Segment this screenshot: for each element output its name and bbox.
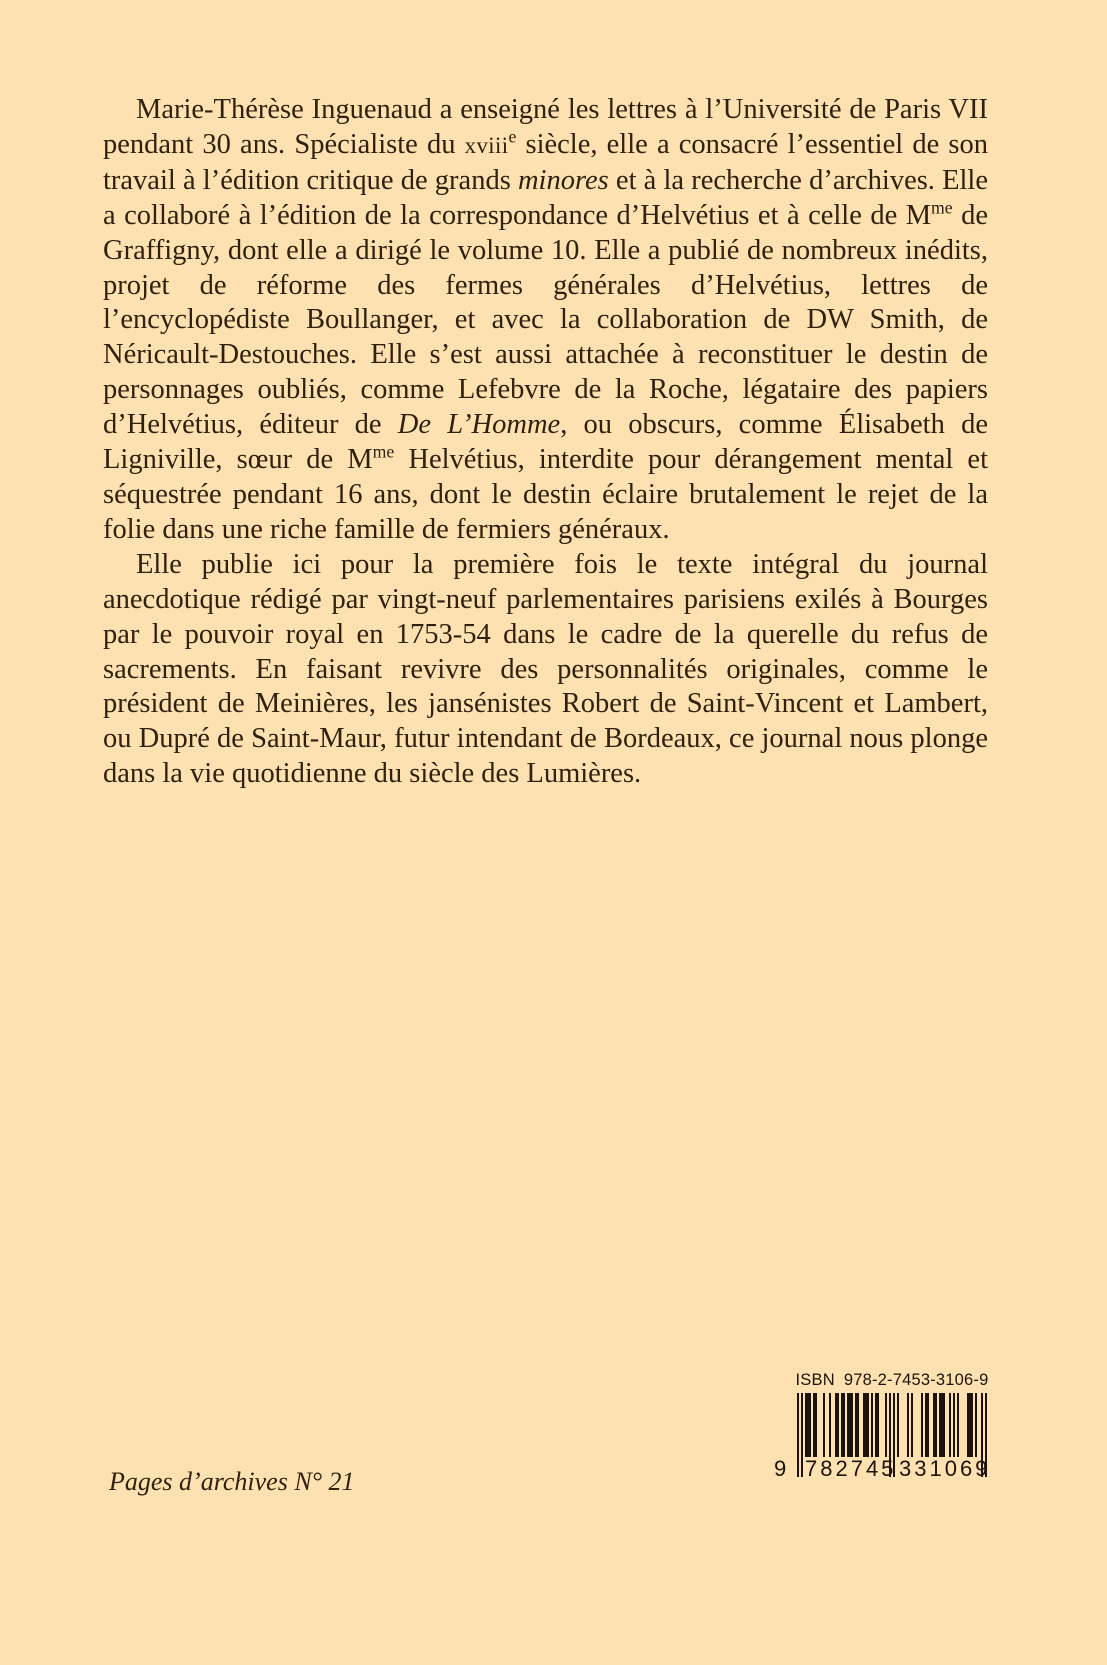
text-run: xviii	[464, 132, 509, 158]
text-run: me	[931, 197, 953, 218]
text-run: , ou obscurs, comme Élisabeth de Ligniville, sœur de M	[103, 409, 988, 476]
barcode-digits-right: 331069	[899, 1456, 991, 1481]
paragraph	[103, 548, 988, 792]
text-run: minores	[517, 164, 609, 196]
series-label: Pages d’archives N° 21	[109, 1467, 355, 1496]
isbn-label: ISBN	[795, 1371, 835, 1389]
text-block	[103, 93, 988, 792]
text-run: siècle, elle a consacré l’essentiel de son travail à l’édition critique de grands	[103, 128, 989, 196]
text-run: de Graffigny, dont elle a dirigé le volume 10. Elle a publié de nombreux inédits, projet de réforme des fermes générales d’Helvétius, lettres de l’encyclopédiste Boullanger, et avec la collaboration de DW Smith, de Néricault-Destouches. Elle s’est aussi attachée à reconstituer le destin de personnages oubliés, comme Lefebvre de la Roche, légataire des papiers d’Helvétius, éditeur de	[103, 199, 988, 441]
barcode-digit-lead: 9	[774, 1456, 787, 1481]
isbn-block	[774, 1371, 991, 1481]
text-run: e	[508, 126, 517, 147]
text-run: et à la recherche d’archives. Elle a collaboré à l’édition de la correspondance d’Helvétius et à celle de M	[103, 164, 988, 231]
ean-barcode-wrap	[774, 1393, 991, 1481]
text-run: Marie-Thérèse Inguenaud a enseigné les lettres à l’Université de Paris VII pendant 30 ans. Spécialiste du	[103, 94, 988, 160]
paragraph	[103, 93, 988, 548]
text-run: Elle publie ici pour la première fois le texte intégral du journal anecdotique rédigé par vingt-neuf parlementaires parisiens exilés à Bourges par le pouvoir royal en 1753-54 dans le cadre de la querelle du refus de sacrements. En faisant revivre des personnalités originales, comme le président de Meinières, les jansénistes Robert de Saint-Vincent et Lambert, ou Dupré de Saint-Maur, futur intendant de Bordeaux, ce journal nous plonge dans la vie quotidienne du siècle des Lumières.	[103, 548, 988, 790]
isbn-number: 978-2-7453-3106-9	[843, 1371, 989, 1389]
barcode-digits-left: 782745	[805, 1456, 897, 1481]
text-run: me	[372, 441, 395, 462]
text-run: Helvétius, interdite pour dérangement mental et séquestrée pendant 16 ans, dont le destin éclaire brutalement le rejet de la folie dans une riche famille de fermiers généraux.	[103, 444, 988, 545]
isbn-label-row	[797, 1371, 987, 1390]
text-run: De L’Homme	[397, 409, 561, 441]
